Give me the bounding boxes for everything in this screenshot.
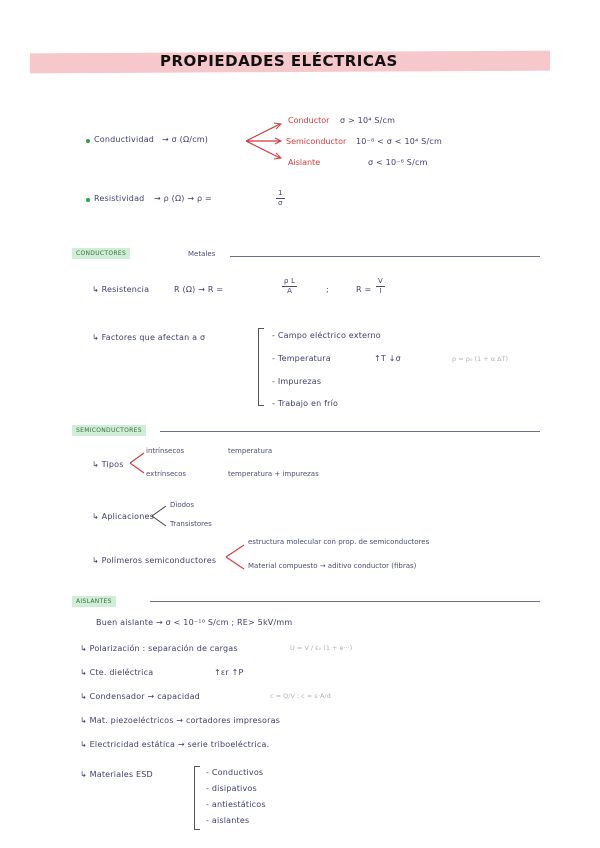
tipo-intrinsecos-note: temperatura: [228, 447, 273, 455]
temperatura-note: ↑T ↓σ: [374, 354, 401, 363]
section-rule: [160, 431, 540, 432]
esd-item: - aislantes: [206, 816, 250, 825]
factores-bracket: [258, 328, 264, 406]
esd-item: - Conductivos: [206, 768, 264, 777]
aislante-item: ↳ Mat. piezoeléctricos → cortadores impresoras: [80, 716, 281, 725]
section-tag-conductores: CONDUCTORES: [72, 248, 130, 259]
factores-label: ↳ Factores que afectan a σ: [92, 333, 206, 342]
aislante-item: ↳ Cte. dieléctrica: [80, 668, 154, 677]
resistividad-fraction: $\frac{1}{\sigma}$: [278, 189, 283, 207]
resistividad-expr: → ρ (Ω) → ρ =: [154, 194, 212, 203]
aplicaciones-label: ↳ Aplicaciones: [92, 512, 155, 521]
aislante-item-note: c = Q/V ; c = ε·A/d: [270, 692, 331, 700]
tipo-extrinsecos-note: temperatura + impurezas: [228, 470, 319, 478]
factor-item: - Impurezas: [272, 377, 322, 386]
resistencia-label: ↳ Resistencia: [92, 285, 150, 294]
esd-bracket: [194, 766, 200, 830]
esd-label: ↳ Materiales ESD: [80, 770, 153, 779]
polimeros-branch: [224, 542, 248, 572]
aislante-item-note: ↑εr ↑P: [214, 668, 244, 677]
aislante-expr: σ < 10⁻⁸ S/cm: [368, 158, 428, 167]
section-rule: [150, 601, 540, 602]
aplicacion-diodos: Diodos: [170, 501, 194, 509]
polimero-item: Material compuesto → aditivo conductor (fibras): [248, 562, 417, 570]
aislante-item-note: U = V / ε₀ (1 + e···): [290, 644, 353, 652]
resistencia-expr: R (Ω) → R =: [174, 285, 224, 294]
aplicaciones-branch: [150, 503, 170, 529]
aislante-item: ↳ Condensador → capacidad: [80, 692, 200, 701]
polimero-item: estructura molecular con prop. de semiconductores: [248, 538, 430, 546]
tipos-branch: [128, 450, 148, 476]
ohm-law-fraction: $\frac{V}{I}$: [378, 277, 383, 295]
branch-arrows: [244, 118, 284, 164]
polimeros-label: ↳ Polímeros semiconductores: [92, 556, 217, 565]
buen-aislante: Buen aislante → σ < 10⁻¹⁰ S/cm ; RE> 5kV/mm: [96, 618, 293, 627]
conductividad-expr: → σ (Ω/cm): [162, 135, 209, 144]
factor-item: - Temperatura: [272, 354, 331, 363]
section-tag-aislantes: AISLANTES: [72, 596, 116, 607]
ohm-law-lhs: R =: [356, 285, 372, 294]
semiconductor-label: Semiconductor: [286, 137, 347, 146]
aislante-item: ↳ Electricidad estática → serie triboeléctrica.: [80, 740, 270, 749]
conductor-expr: σ > 10⁴ S/cm: [340, 116, 396, 125]
tipo-intrinsecos: intrínsecos: [146, 447, 185, 455]
aislante-label: Aislante: [288, 158, 321, 167]
semiconductor-expr: 10⁻⁸ < σ < 10⁴ S/cm: [356, 137, 442, 146]
conductores-subtitle: Metales: [188, 250, 216, 258]
section-rule: [230, 256, 540, 257]
section-tag-semiconductores: SEMICONDUCTORES: [72, 425, 146, 436]
esd-item: - antiestáticos: [206, 800, 266, 809]
factor-item: - Trabajo en frío: [272, 399, 339, 408]
temperatura-formula: ρ = ρ₀ (1 + α ΔT): [452, 355, 509, 363]
esd-item: - disipativos: [206, 784, 257, 793]
resistencia-fraction: $\frac{\text{ρ L}}{A}$: [284, 277, 296, 295]
conductividad-label: Conductividad: [94, 135, 155, 144]
resistencia-separator: ;: [326, 285, 329, 294]
conductor-label: Conductor: [288, 116, 330, 125]
page-title: PROPIEDADES ELÉCTRICAS: [160, 52, 398, 70]
bullet-dot: [86, 139, 90, 143]
factor-item: - Campo eléctrico externo: [272, 331, 381, 340]
resistividad-label: Resistividad: [94, 194, 145, 203]
aislante-item: ↳ Polarización : separación de cargas: [80, 644, 238, 653]
tipos-label: ↳ Tipos: [92, 460, 124, 469]
tipo-extrinsecos: extrínsecos: [146, 470, 187, 478]
aplicacion-transistores: Transistores: [170, 520, 212, 528]
bullet-dot: [86, 198, 90, 202]
